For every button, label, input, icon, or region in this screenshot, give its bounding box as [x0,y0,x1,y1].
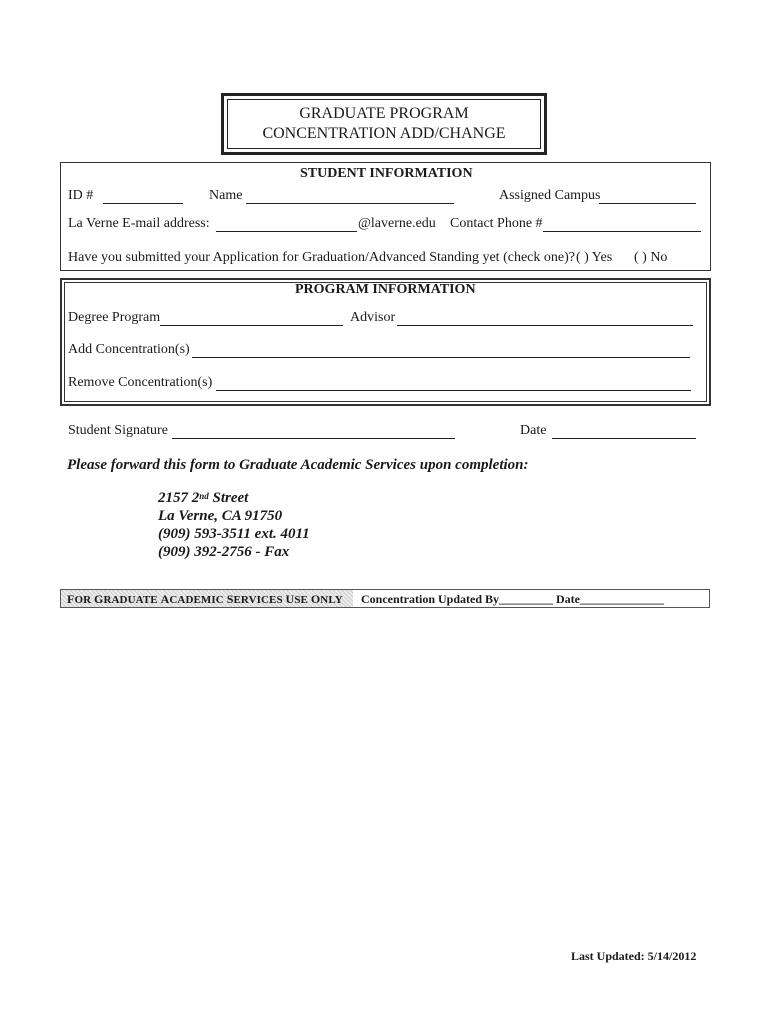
name-label: Name [209,188,243,203]
address-city: La Verne, CA 91750 [158,508,283,524]
office-use-fields [361,592,664,607]
assigned-campus-field[interactable] [599,203,696,204]
degree-program-label: Degree Program [68,310,161,325]
assigned-campus-label: Assigned Campus [499,188,601,203]
office-date-field[interactable]: ______________ [580,592,665,606]
office-use-only-bar [60,589,710,608]
id-field[interactable] [103,203,183,204]
office-date-label: Date [556,592,581,606]
degree-program-field[interactable] [160,325,343,326]
student-signature-label: Student Signature [68,423,168,438]
graduation-no-option[interactable]: ( ) No [634,250,668,265]
office-address [158,489,310,561]
id-label: ID # [68,188,94,203]
address-phone: (909) 593-3511 ext. 4011 [158,526,310,542]
signature-date-field[interactable] [552,438,696,439]
remove-concentration-label: Remove Concentration(s) [68,375,213,390]
graduation-question: Have you submitted your Application for Graduation/Advanced Standing yet (check one)? [68,250,575,265]
forwarding-instructions: Please forward this form to Graduate Academic Services upon completion: [67,457,529,473]
form-title-line1: GRADUATE PROGRAM [299,105,469,122]
add-concentration-label: Add Concentration(s) [68,342,190,357]
form-title-line2: CONCENTRATION ADD/CHANGE [262,125,506,142]
address-fax: (909) 392-2756 - Fax [158,544,290,560]
contact-phone-label: Contact Phone # [450,216,543,231]
add-concentration-field[interactable] [192,357,690,358]
name-field[interactable] [246,203,454,204]
concentration-updated-by-field[interactable]: _________ [499,592,554,606]
form-title-box [221,93,547,155]
student-information-heading: STUDENT INFORMATION [300,166,473,181]
address-street: 2157 2nd Street [158,490,249,506]
office-use-only-label: FOR GRADUATE ACADEMIC SERVICES USE ONLY [67,592,343,606]
advisor-label: Advisor [350,310,396,325]
graduation-yes-option[interactable]: ( ) Yes [576,250,613,265]
contact-phone-field[interactable] [543,231,701,232]
last-updated-note: Last Updated: 5/14/2012 [571,949,697,963]
remove-concentration-field[interactable] [216,390,691,391]
signature-date-label: Date [520,423,547,438]
email-field[interactable] [216,231,357,232]
email-domain: @laverne.edu [358,216,436,231]
concentration-updated-by-label: Concentration Updated By [361,592,500,606]
email-label: La Verne E-mail address: [68,216,210,231]
student-signature-field[interactable] [172,438,455,439]
advisor-field[interactable] [397,325,693,326]
program-information-heading: PROGRAM INFORMATION [295,282,476,297]
